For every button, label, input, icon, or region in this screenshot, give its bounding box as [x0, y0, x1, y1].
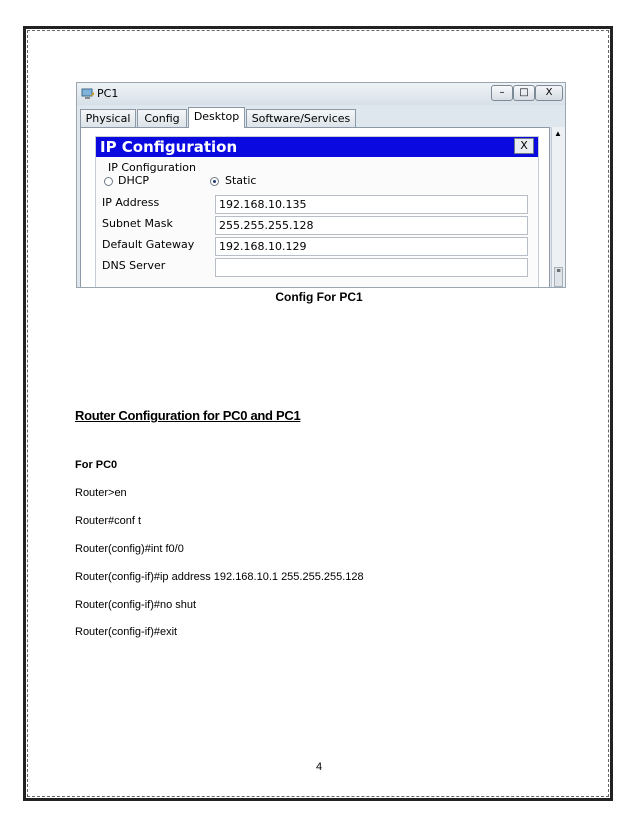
pc-app-icon [81, 87, 95, 101]
scroll-up-arrow-icon[interactable]: ▲ [554, 129, 562, 138]
static-radio[interactable] [210, 177, 219, 186]
static-label: Static [225, 174, 257, 187]
ip-address-label: IP Address [102, 196, 160, 209]
tab-desktop[interactable]: Desktop [188, 107, 245, 128]
pc1-window [76, 82, 566, 288]
tab-physical[interactable]: Physical [80, 109, 136, 127]
figure-caption: Config For PC1 [275, 290, 363, 304]
tab-software-services[interactable]: Software/Services [246, 109, 356, 127]
command-line: Router(config-if)#ip address 192.168.10.1 255.255.255.128 [75, 571, 364, 583]
window-title: PC1 [97, 87, 119, 100]
title-bar[interactable] [77, 83, 565, 105]
subnet-mask-label: Subnet Mask [102, 217, 173, 230]
ip-configuration-panel [95, 136, 539, 288]
ip-config-titlebar [96, 137, 538, 157]
command-line: Router#conf t [75, 515, 142, 527]
vertical-scrollbar[interactable] [551, 127, 565, 288]
dhcp-label: DHCP [118, 174, 150, 187]
page-number: 4 [315, 761, 323, 773]
close-window-button[interactable]: X [535, 85, 563, 101]
dns-server-input[interactable] [215, 258, 528, 277]
tab-config[interactable]: Config [137, 109, 187, 127]
command-line: Router(config-if)#no shut [75, 599, 197, 611]
command-line: Router(config)#int f0/0 [75, 543, 184, 555]
default-gateway-input[interactable]: 192.168.10.129 [215, 237, 528, 256]
ip-config-close-button[interactable]: X [514, 138, 534, 154]
tab-content [80, 127, 550, 288]
command-line: Router>en [75, 487, 127, 499]
maximize-button[interactable]: □ [513, 85, 535, 101]
section-heading: Router Configuration for PC0 and PC1 [75, 408, 301, 423]
scroll-thumb[interactable]: ≡ [554, 267, 563, 287]
subnet-mask-input[interactable]: 255.255.255.128 [215, 216, 528, 235]
minimize-button[interactable]: – [491, 85, 513, 101]
subheading-pc0: For PC0 [75, 459, 118, 471]
command-line: Router(config-if)#exit [75, 626, 178, 638]
dns-server-label: DNS Server [102, 259, 166, 272]
ip-config-group-label: IP Configuration [108, 161, 196, 174]
default-gateway-label: Default Gateway [102, 238, 195, 251]
ip-config-title: IP Configuration [100, 138, 238, 156]
dhcp-radio[interactable] [104, 177, 113, 186]
ip-address-input[interactable]: 192.168.10.135 [215, 195, 528, 214]
